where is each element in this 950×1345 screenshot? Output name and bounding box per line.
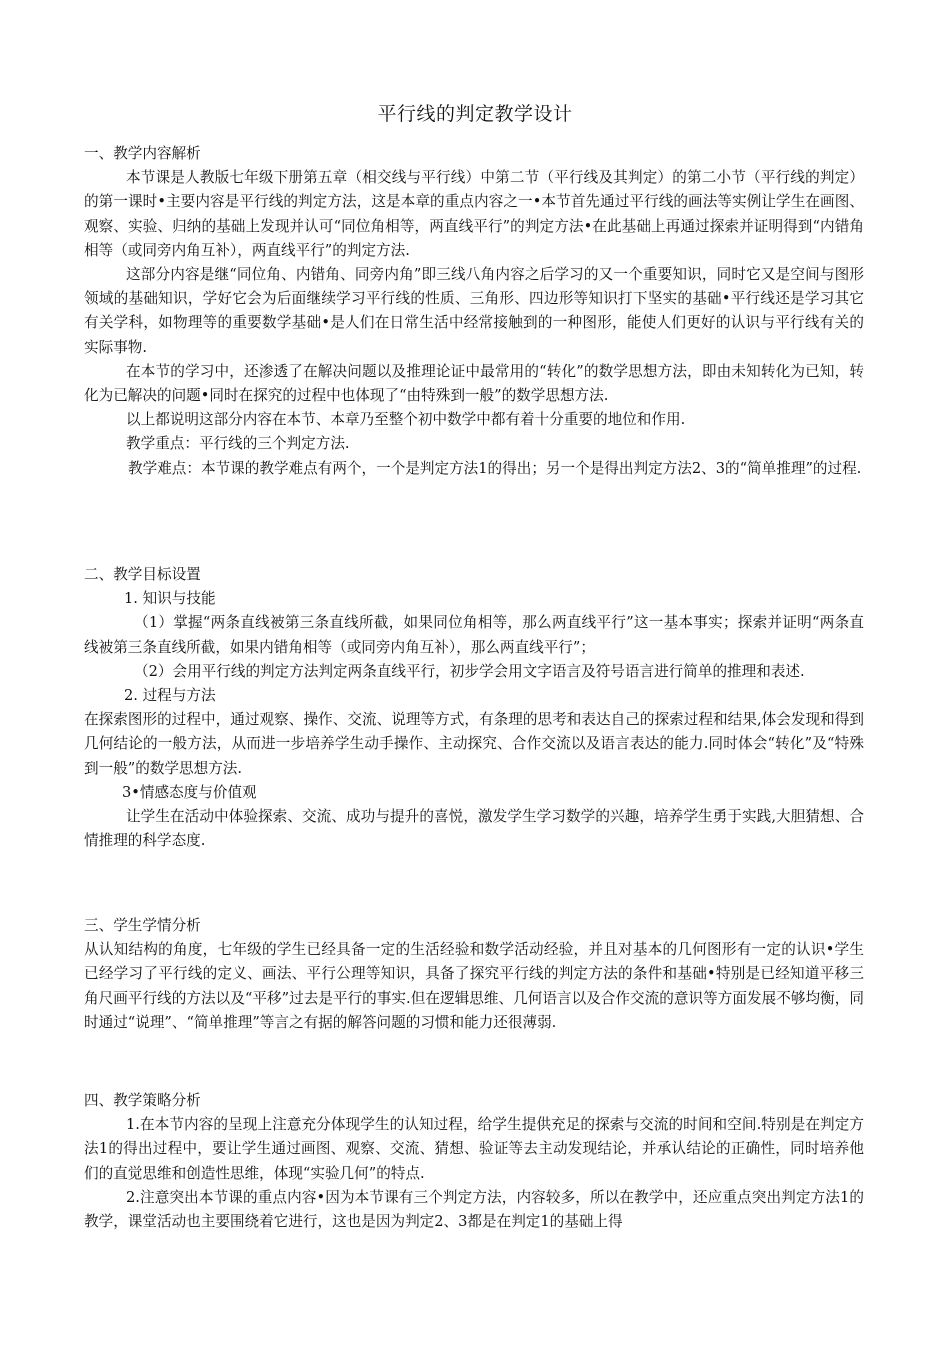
section-heading: 二、教学目标设置 (84, 566, 201, 583)
section-heading: 三、学生学情分析 (84, 917, 201, 934)
paragraph: 1.在本节内容的呈现上注意充分体现学生的认知过程，给学生提供充足的探索与交流的时间和空间.特别是在判定方法1的得出过程中，要让学生通过画图、观察、交流、猜想、验证等去主动发现结论，并承认结论的正确性，同时培养他们的直觉思维和创造性思维，体现“实验几何”的特点. (84, 1116, 864, 1182)
paragraph: 从认知结构的角度，七年级的学生已经具备一定的生活经验和数学活动经验，并且对基本的几何图形有一定的认识•学生已经学习了平行线的定义、画法、平行公理等知识，具备了探究平行线的判定方法的条件和基础•特别是已经知道平移三角尺画平行线的方法以及“平移”过去是平行的事实.但在逻辑思维、几何语言以及合作交流的意识等方面发展不够均衡，同时通过“说理”、“简单推理”等言之有据的解答问题的习惯和能力还很薄弱. (84, 941, 864, 1031)
page-title: 平行线的判定教学设计 (377, 103, 573, 125)
difficult-point: 教学难点：本节课的教学难点有两个，一个是判定方法1的得出；另一个是得出判定方法2、3的“简单推理”的过程. (128, 459, 862, 477)
section-strategy (84, 1089, 864, 1234)
paragraph: 在本节的学习中，还渗透了在解决问题以及推理论证中最常用的“转化”的数学思想方法，即由未知转化为已知，转化为已解决的问题•同时在探究的过程中也体现了“由特殊到一般”的数学思想方法. (84, 362, 864, 405)
section-heading: 四、教学策略分析 (84, 1092, 201, 1109)
subsection-title: 2. 过程与方法 (124, 687, 216, 705)
paragraph: 2.注意突出本节课的重点内容•因为本节课有三个判定方法，内容较多，所以在教学中，还应重点突出判定方法1的教学，课堂活动也主要围绕着它进行，这也是因为判定2、3都是在判定1的基础上得 (84, 1188, 864, 1231)
paragraph: 让学生在活动中体验探索、交流、成功与提升的喜悦，激发学生学习数学的兴趣，培养学生勇于实践,大胆猜想、合情推理的科学态度. (84, 808, 864, 850)
paragraph: 以上都说明这部分内容在本节、本章乃至整个初中数学中都有着十分重要的地位和作用. (126, 411, 686, 429)
paragraph: （2）会用平行线的判定方法判定两条直线平行，初步学会用文字语言及符号语言进行简单的推理和表述. (134, 662, 805, 680)
section-heading: 一、教学内容解析 (84, 145, 201, 162)
paragraph: 本节课是人教版七年级下册第五章（相交线与平行线）中第二节（平行线及其判定）的第二小节（平行线的判定）的第一课时•主要内容是平行线的判定方法，这是本章的重点内容之一•本节首先通过平行线的画法等实例让学生在画图、观察、实验、归纳的基础上发现并认可“同位角相等，两直线平行”的判定方法•在此基础上再通过探索并证明得到“内错角相等（或同旁内角互补），两直线平行”的判定方法. (84, 169, 864, 259)
section-content-analysis (84, 142, 864, 481)
section-objectives (84, 563, 864, 853)
subsection-title: 3•情感态度与价值观 (122, 783, 257, 801)
subsection-title: 1. 知识与技能 (124, 590, 216, 608)
paragraph: 这部分内容是继“同位角、内错角、同旁内角”即三线八角内容之后学习的又一个重要知识，同时它又是空间与图形领域的基础知识，学好它会为后面继续学习平行线的性质、三角形、四边形等知识打下坚实的基础•平行线还是学习其它有关学科，如物理等的重要数学基础•是人们在日常生活中经常接触到的一种图形，能使人们更好的认识与平行线有关的实际事物. (84, 266, 864, 356)
paragraph: 在探索图形的过程中，通过观察、操作、交流、说理等方式，有条理的思考和表达自己的探索过程和结果,体会发现和得到几何结论的一般方法，从而进一步培养学生动手操作、主动探究、合作交流以及语言表达的能力.同时体会“转化”及“特殊到一般”的数学思想方法. (84, 711, 864, 777)
section-student-analysis (84, 914, 864, 1035)
paragraph: （1）掌握“两条直线被第三条直线所截，如果同位角相等，那么两直线平行”这一基本事实；探索并证明“两条直线被第三条直线所截，如果内错角相等（或同旁内角互补），那么两直线平行”； (84, 614, 864, 656)
key-point: 教学重点：平行线的三个判定方法. (126, 435, 350, 453)
